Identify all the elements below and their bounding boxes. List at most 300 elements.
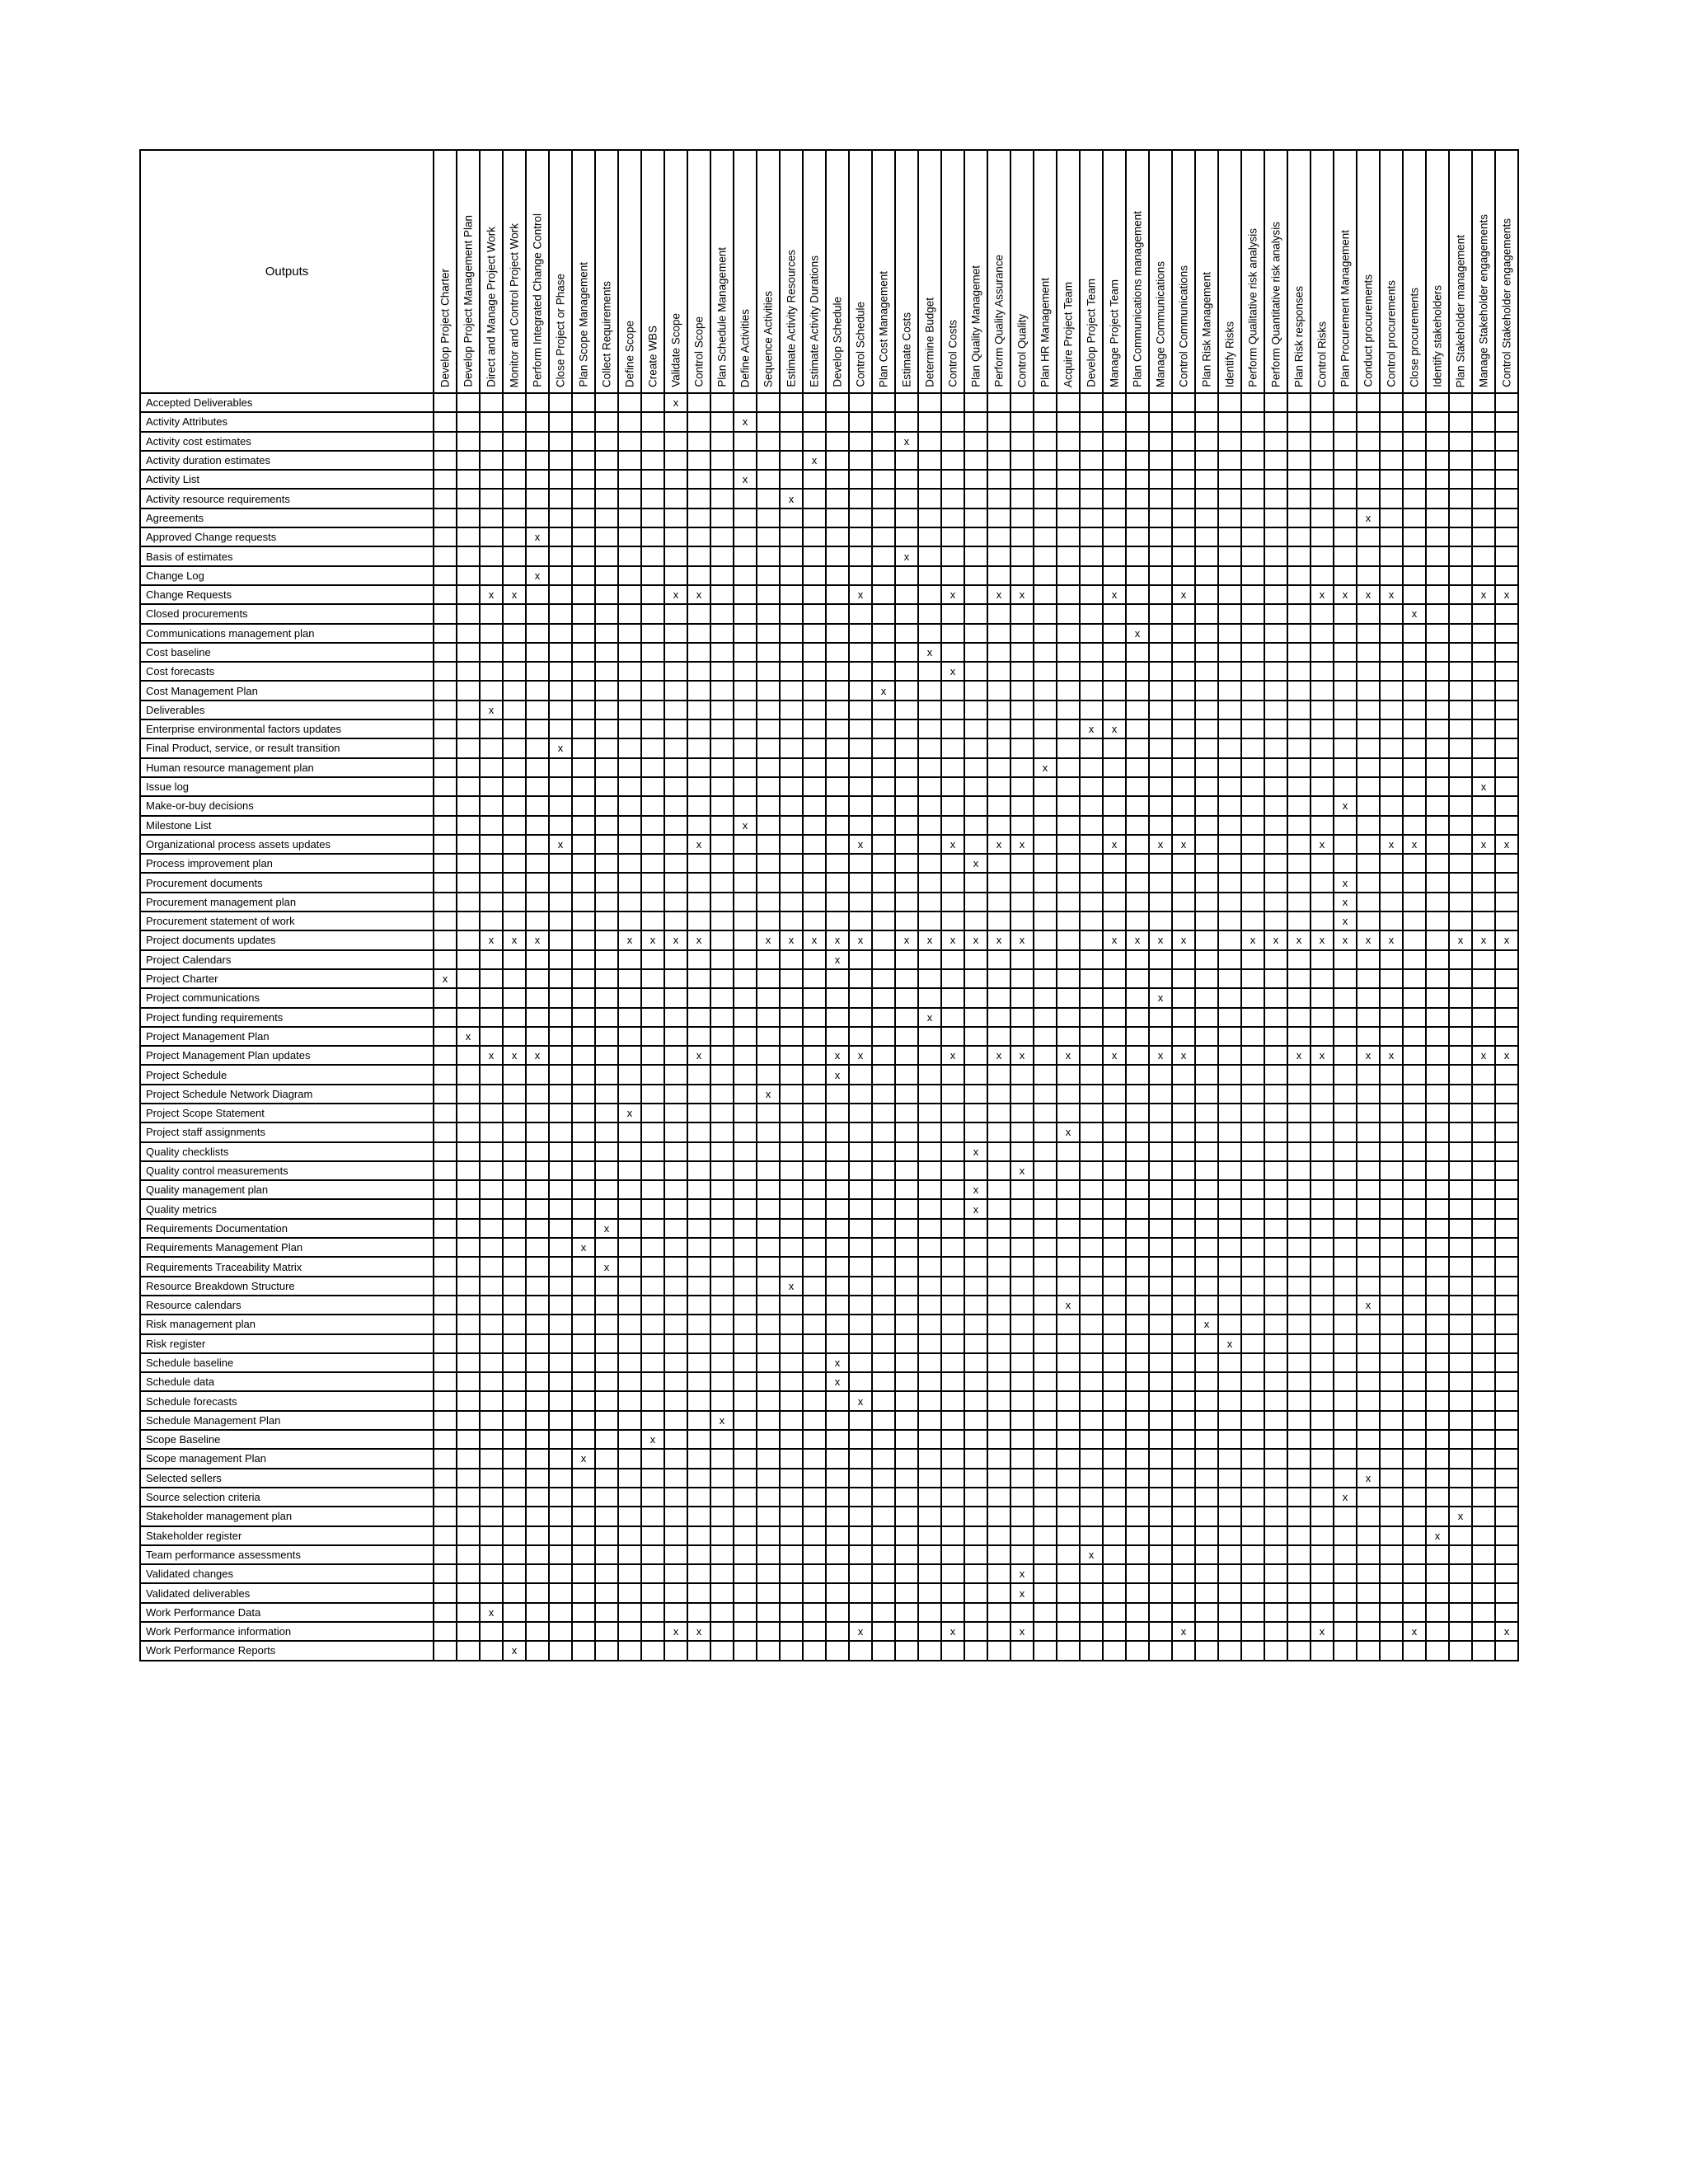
empty-cell [1241,1257,1264,1276]
empty-cell [572,777,595,796]
empty-cell [503,1430,526,1449]
empty-cell [872,719,895,738]
empty-cell [664,1180,687,1199]
empty-cell [664,1199,687,1218]
empty-cell [457,566,480,585]
empty-cell [1172,816,1195,835]
marked-cell: x [1334,1488,1357,1507]
empty-cell [987,643,1010,662]
empty-cell [849,1085,872,1104]
empty-cell [1103,1545,1126,1564]
empty-cell [664,527,687,546]
empty-cell [1149,1334,1172,1353]
empty-cell [1334,1065,1357,1084]
marked-cell: x [1080,1545,1103,1564]
empty-cell [480,412,503,431]
empty-cell [1495,662,1518,681]
empty-cell [757,1065,780,1084]
empty-cell [710,1488,734,1507]
empty-cell [918,1161,941,1180]
empty-cell [687,566,710,585]
empty-cell [549,1372,572,1391]
empty-cell [1472,893,1495,912]
empty-cell [1172,643,1195,662]
empty-cell [1010,662,1034,681]
empty-cell [1034,1315,1057,1333]
empty-cell [1495,1199,1518,1218]
empty-cell [1126,1469,1149,1488]
empty-cell [664,873,687,892]
empty-cell [1311,1085,1334,1104]
empty-cell [1010,1219,1034,1238]
empty-cell [664,1334,687,1353]
empty-cell [1010,893,1034,912]
empty-cell [941,912,964,930]
empty-cell [803,1353,826,1372]
empty-cell [734,1391,757,1410]
empty-cell [1287,412,1311,431]
empty-cell [1172,1449,1195,1468]
empty-cell [457,1526,480,1545]
empty-cell [618,1085,641,1104]
empty-cell [1449,777,1472,796]
empty-cell [710,412,734,431]
empty-cell [1218,1411,1241,1430]
empty-cell [618,835,641,854]
empty-cell [710,719,734,738]
empty-cell [1103,1199,1126,1218]
empty-cell [1403,1277,1426,1296]
empty-cell [618,1622,641,1641]
empty-cell [1449,1161,1472,1180]
empty-cell [1403,738,1426,757]
empty-cell [1380,1564,1403,1583]
empty-cell [1057,930,1080,949]
empty-cell [1080,1430,1103,1449]
marked-cell: x [1495,585,1518,604]
empty-cell [1010,1372,1034,1391]
empty-cell [1472,1622,1495,1641]
column-header-label: Validate Scope [669,313,682,387]
empty-cell [895,643,918,662]
empty-cell [457,1488,480,1507]
empty-cell [1010,566,1034,585]
empty-cell [1357,1507,1380,1526]
empty-cell [895,1008,918,1027]
empty-cell [1195,1353,1218,1372]
empty-cell [895,1296,918,1315]
column-header [434,150,457,393]
empty-cell [1034,835,1057,854]
empty-cell [526,1564,549,1583]
empty-cell [664,604,687,623]
empty-cell [1195,950,1218,969]
empty-cell [1218,1142,1241,1161]
empty-cell [964,988,987,1007]
empty-cell [1472,796,1495,815]
empty-cell [1195,1257,1218,1276]
empty-cell [1495,873,1518,892]
column-header [710,150,734,393]
empty-cell [1103,681,1126,700]
row-label: Project Schedule [140,1065,434,1084]
empty-cell [457,412,480,431]
empty-cell [757,681,780,700]
empty-cell [434,1334,457,1353]
marked-cell: x [895,546,918,565]
empty-cell [1080,1391,1103,1410]
empty-cell [734,1277,757,1296]
empty-cell [1403,1085,1426,1104]
marked-cell: x [641,930,664,949]
empty-cell [1495,854,1518,873]
empty-cell [1287,701,1311,719]
table-row [140,1296,1518,1315]
row-label: Deliverables [140,701,434,719]
empty-cell [1334,777,1357,796]
table-row [140,1122,1518,1141]
empty-cell [1195,1603,1218,1622]
empty-cell [1495,509,1518,527]
empty-cell [549,1488,572,1507]
marked-cell: x [1311,930,1334,949]
empty-cell [1311,1411,1334,1430]
empty-cell [1103,1122,1126,1141]
empty-cell [757,393,780,412]
empty-cell [1334,412,1357,431]
empty-cell [1080,451,1103,470]
empty-cell [734,451,757,470]
empty-cell [1426,854,1449,873]
marked-cell: x [1403,835,1426,854]
empty-cell [1195,854,1218,873]
empty-cell [1380,1526,1403,1545]
empty-cell [457,527,480,546]
empty-cell [1103,489,1126,508]
empty-cell [1218,566,1241,585]
empty-cell [1103,1219,1126,1238]
empty-cell [618,873,641,892]
empty-cell [687,758,710,777]
empty-cell [803,1334,826,1353]
empty-cell [572,796,595,815]
empty-cell [1287,1238,1311,1257]
empty-cell [1126,681,1149,700]
empty-cell [1380,1199,1403,1218]
empty-cell [480,509,503,527]
marked-cell: x [1334,893,1357,912]
empty-cell [1172,566,1195,585]
empty-cell [803,1622,826,1641]
empty-cell [1149,1372,1172,1391]
empty-cell [1057,432,1080,451]
empty-cell [1218,624,1241,643]
empty-cell [1380,1641,1403,1660]
empty-cell [780,816,803,835]
empty-cell [918,738,941,757]
empty-cell [803,1526,826,1545]
empty-cell [1403,1641,1426,1660]
empty-cell [572,1353,595,1372]
empty-cell [1472,1488,1495,1507]
empty-cell [1426,1219,1449,1238]
empty-cell [1103,1411,1126,1430]
empty-cell [757,1027,780,1046]
empty-cell [1034,1372,1057,1391]
empty-cell [618,1583,641,1602]
marked-cell: x [1426,1526,1449,1545]
empty-cell [849,662,872,681]
empty-cell [480,643,503,662]
row-label: Project Calendars [140,950,434,969]
empty-cell [987,988,1010,1007]
empty-cell [1126,509,1149,527]
empty-cell [1149,912,1172,930]
empty-cell [1241,738,1264,757]
empty-cell [1126,1564,1149,1583]
empty-cell [1287,988,1311,1007]
empty-cell [1057,643,1080,662]
empty-cell [1334,451,1357,470]
empty-cell [1495,1257,1518,1276]
empty-cell [1287,1353,1311,1372]
empty-cell [687,1315,710,1333]
empty-cell [618,1257,641,1276]
marked-cell: x [1057,1122,1080,1141]
marked-cell: x [595,1257,618,1276]
empty-cell [964,1104,987,1122]
empty-cell [549,1085,572,1104]
empty-cell [872,1411,895,1430]
empty-cell [734,1469,757,1488]
empty-cell [710,509,734,527]
empty-cell [1218,489,1241,508]
empty-cell [1218,1641,1241,1660]
empty-cell [434,1180,457,1199]
empty-cell [1311,1526,1334,1545]
empty-cell [1426,1008,1449,1027]
empty-cell [664,1046,687,1065]
empty-cell [826,796,849,815]
empty-cell [1010,1008,1034,1027]
empty-cell [734,969,757,988]
empty-cell [1034,1219,1057,1238]
row-label: Agreements [140,509,434,527]
empty-cell [1472,1603,1495,1622]
empty-cell [1057,451,1080,470]
column-header-label: Manage Project Team [1108,279,1121,387]
table-row [140,566,1518,585]
empty-cell [595,1507,618,1526]
empty-cell [1080,1526,1103,1545]
empty-cell [780,624,803,643]
empty-cell [895,1277,918,1296]
empty-cell [457,701,480,719]
empty-cell [941,489,964,508]
empty-cell [826,1180,849,1199]
empty-cell [1357,451,1380,470]
empty-cell [803,566,826,585]
empty-cell [1080,604,1103,623]
empty-cell [734,1257,757,1276]
empty-cell [1449,873,1472,892]
empty-cell [987,393,1010,412]
empty-cell [434,1142,457,1161]
empty-cell [526,835,549,854]
empty-cell [595,873,618,892]
empty-cell [549,796,572,815]
row-label: Quality management plan [140,1180,434,1199]
empty-cell [803,604,826,623]
empty-cell [941,969,964,988]
empty-cell [734,1315,757,1333]
empty-cell [1218,1257,1241,1276]
empty-cell [1080,1315,1103,1333]
empty-cell [1264,854,1287,873]
empty-cell [572,509,595,527]
empty-cell [1311,1603,1334,1622]
empty-cell [1241,1372,1264,1391]
empty-cell [1080,796,1103,815]
empty-cell [526,1545,549,1564]
empty-cell [1172,1545,1195,1564]
empty-cell [872,1641,895,1660]
empty-cell [803,1122,826,1141]
row-label: Cost baseline [140,643,434,662]
empty-cell [872,1526,895,1545]
empty-cell [1218,1622,1241,1641]
empty-cell [1311,1277,1334,1296]
empty-cell [641,1411,664,1430]
empty-cell [1010,1238,1034,1257]
empty-cell [1010,546,1034,565]
empty-cell [826,1603,849,1622]
empty-cell [1172,470,1195,489]
empty-cell [1426,509,1449,527]
empty-cell [734,1219,757,1238]
empty-cell [849,1353,872,1372]
empty-cell [1403,873,1426,892]
row-label: Selected sellers [140,1469,434,1488]
empty-cell [803,873,826,892]
empty-cell [987,873,1010,892]
empty-cell [687,1238,710,1257]
empty-cell [1403,1065,1426,1084]
empty-cell [503,509,526,527]
marked-cell: x [1287,930,1311,949]
empty-cell [710,1238,734,1257]
empty-cell [1057,1238,1080,1257]
table-row [140,912,1518,930]
empty-cell [1034,930,1057,949]
empty-cell [1034,432,1057,451]
empty-cell [1403,854,1426,873]
empty-cell [1287,1104,1311,1122]
empty-cell [434,624,457,643]
empty-cell [664,950,687,969]
empty-cell [1495,1219,1518,1238]
empty-cell [618,950,641,969]
empty-cell [1241,854,1264,873]
empty-cell [1380,1603,1403,1622]
empty-cell [1495,988,1518,1007]
empty-cell [803,1391,826,1410]
empty-cell [549,701,572,719]
empty-cell [941,509,964,527]
marked-cell: x [664,930,687,949]
empty-cell [664,1142,687,1161]
empty-cell [549,1219,572,1238]
empty-cell [803,1142,826,1161]
empty-cell [1287,566,1311,585]
empty-cell [480,893,503,912]
column-header-label: Control Costs [946,320,959,387]
empty-cell [595,988,618,1007]
row-label: Human resource management plan [140,758,434,777]
empty-cell [987,1199,1010,1218]
empty-cell [1380,1372,1403,1391]
empty-cell [964,1085,987,1104]
empty-cell [1218,738,1241,757]
empty-cell [1287,624,1311,643]
empty-cell [1403,1008,1426,1027]
empty-cell [918,988,941,1007]
table-row [140,1334,1518,1353]
table-row [140,1277,1518,1296]
empty-cell [1080,1488,1103,1507]
empty-cell [595,1622,618,1641]
empty-cell [1126,1315,1149,1333]
matrix-body [140,393,1518,1661]
empty-cell [1311,758,1334,777]
marked-cell: x [964,854,987,873]
marked-cell: x [1311,585,1334,604]
marked-cell: x [526,527,549,546]
empty-cell [1218,643,1241,662]
marked-cell: x [1149,930,1172,949]
empty-cell [1287,1277,1311,1296]
empty-cell [1264,1526,1287,1545]
empty-cell [803,835,826,854]
empty-cell [987,1027,1010,1046]
empty-cell [1034,1622,1057,1641]
empty-cell [1472,758,1495,777]
empty-cell [641,432,664,451]
empty-cell [1195,1238,1218,1257]
empty-cell [1472,1238,1495,1257]
empty-cell [480,1238,503,1257]
empty-cell [826,1488,849,1507]
empty-cell [664,1122,687,1141]
empty-cell [987,1085,1010,1104]
empty-cell [1080,489,1103,508]
empty-cell [895,1449,918,1468]
empty-cell [1357,1315,1380,1333]
empty-cell [826,604,849,623]
marked-cell: x [1149,988,1172,1007]
empty-cell [687,681,710,700]
empty-cell [1149,1142,1172,1161]
empty-cell [1034,969,1057,988]
empty-cell [918,1469,941,1488]
marked-cell: x [849,1391,872,1410]
empty-cell [480,1180,503,1199]
empty-cell [595,893,618,912]
empty-cell [826,546,849,565]
empty-cell [872,1622,895,1641]
empty-cell [1057,509,1080,527]
empty-cell [664,470,687,489]
